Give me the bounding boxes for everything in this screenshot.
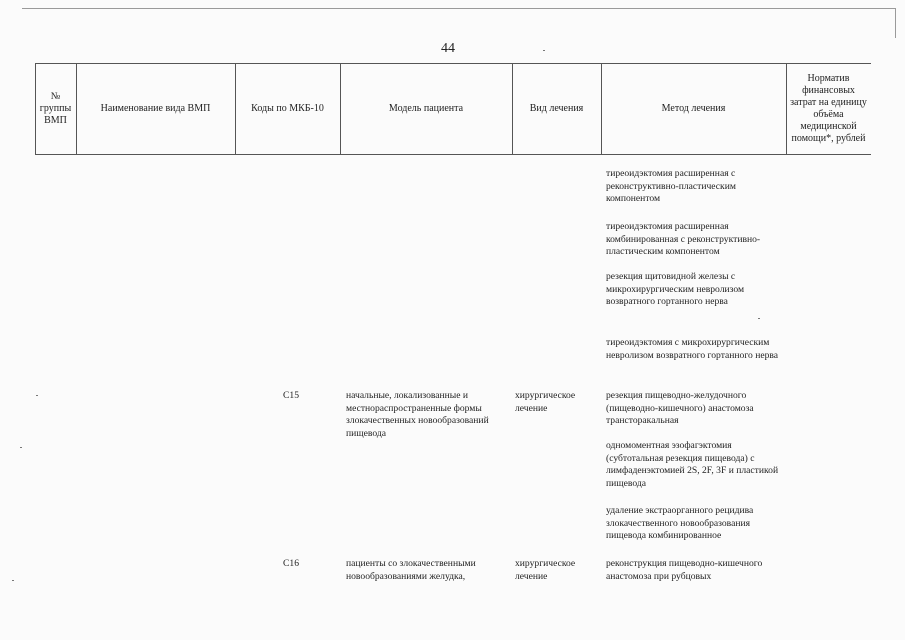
scan-speck xyxy=(758,318,760,319)
treatment-type-cell: хирургическое лечение xyxy=(515,390,576,414)
header-vmp-name: Наименование вида ВМП xyxy=(100,102,211,114)
method-cell: резекция щитовидной железы с микрохирургическим невролизом возвратного гортанного нерва xyxy=(606,271,745,308)
treatment-type-cell: хирургическое лечение xyxy=(515,558,576,582)
header-treatment-method: Метод лечения xyxy=(661,102,726,114)
table-rule-header-bottom xyxy=(35,154,871,155)
patient-model-cell: пациенты со злокачественными новообразованиями желудка, xyxy=(346,558,476,582)
icd-code-cell: C16 xyxy=(283,558,299,569)
method-cell: тиреоидэктомия расширенная комбинированная с реконструктивно-пластическим компонентом xyxy=(606,221,761,258)
scan-speck xyxy=(12,580,14,581)
scan-speck xyxy=(36,395,38,396)
patient-model-cell: начальные, локализованные и местнораспространенные формы злокачественных новообразований пищевода xyxy=(346,390,489,439)
page-number: 44 xyxy=(441,41,455,56)
header-treatment-type: Вид лечения xyxy=(529,102,584,114)
scan-edge-line xyxy=(895,8,896,38)
method-cell: тиреоидэктомия с микрохирургическим невролизом возвратного гортанного нерва xyxy=(606,337,779,361)
icd-code-cell: C15 xyxy=(283,390,299,401)
scan-edge-line xyxy=(22,8,895,9)
header-patient-model: Модель пациента xyxy=(388,102,464,114)
method-cell: резекция пищеводно-желудочного (пищеводно-кишечного) анастомоза трансторакальная xyxy=(606,390,754,427)
method-cell: реконструкция пищеводно-кишечного анастомоза при рубцовых xyxy=(606,558,763,582)
method-cell: удаление экстраорганного рецидива злокачественного новообразования пищевода комбинированное xyxy=(606,505,754,542)
method-cell: одномоментная эзофагэктомия (субтотальная резекция пищевода) с лимфаденэктомией 2S, 2F, 3F и пластикой пищевода xyxy=(606,440,779,489)
header-cost-standard: Норматив финансовых затрат на единицу объёма медицинской помощи*, рублей xyxy=(790,72,867,144)
method-cell: тиреоидэктомия расширенная с реконструктивно-пластическим компонентом xyxy=(606,168,736,205)
scan-speck xyxy=(20,447,22,448)
header-icd-codes: Коды по МКБ-10 xyxy=(251,102,324,114)
scan-speck xyxy=(543,50,545,51)
header-group-number: № группы ВМП xyxy=(39,90,72,126)
